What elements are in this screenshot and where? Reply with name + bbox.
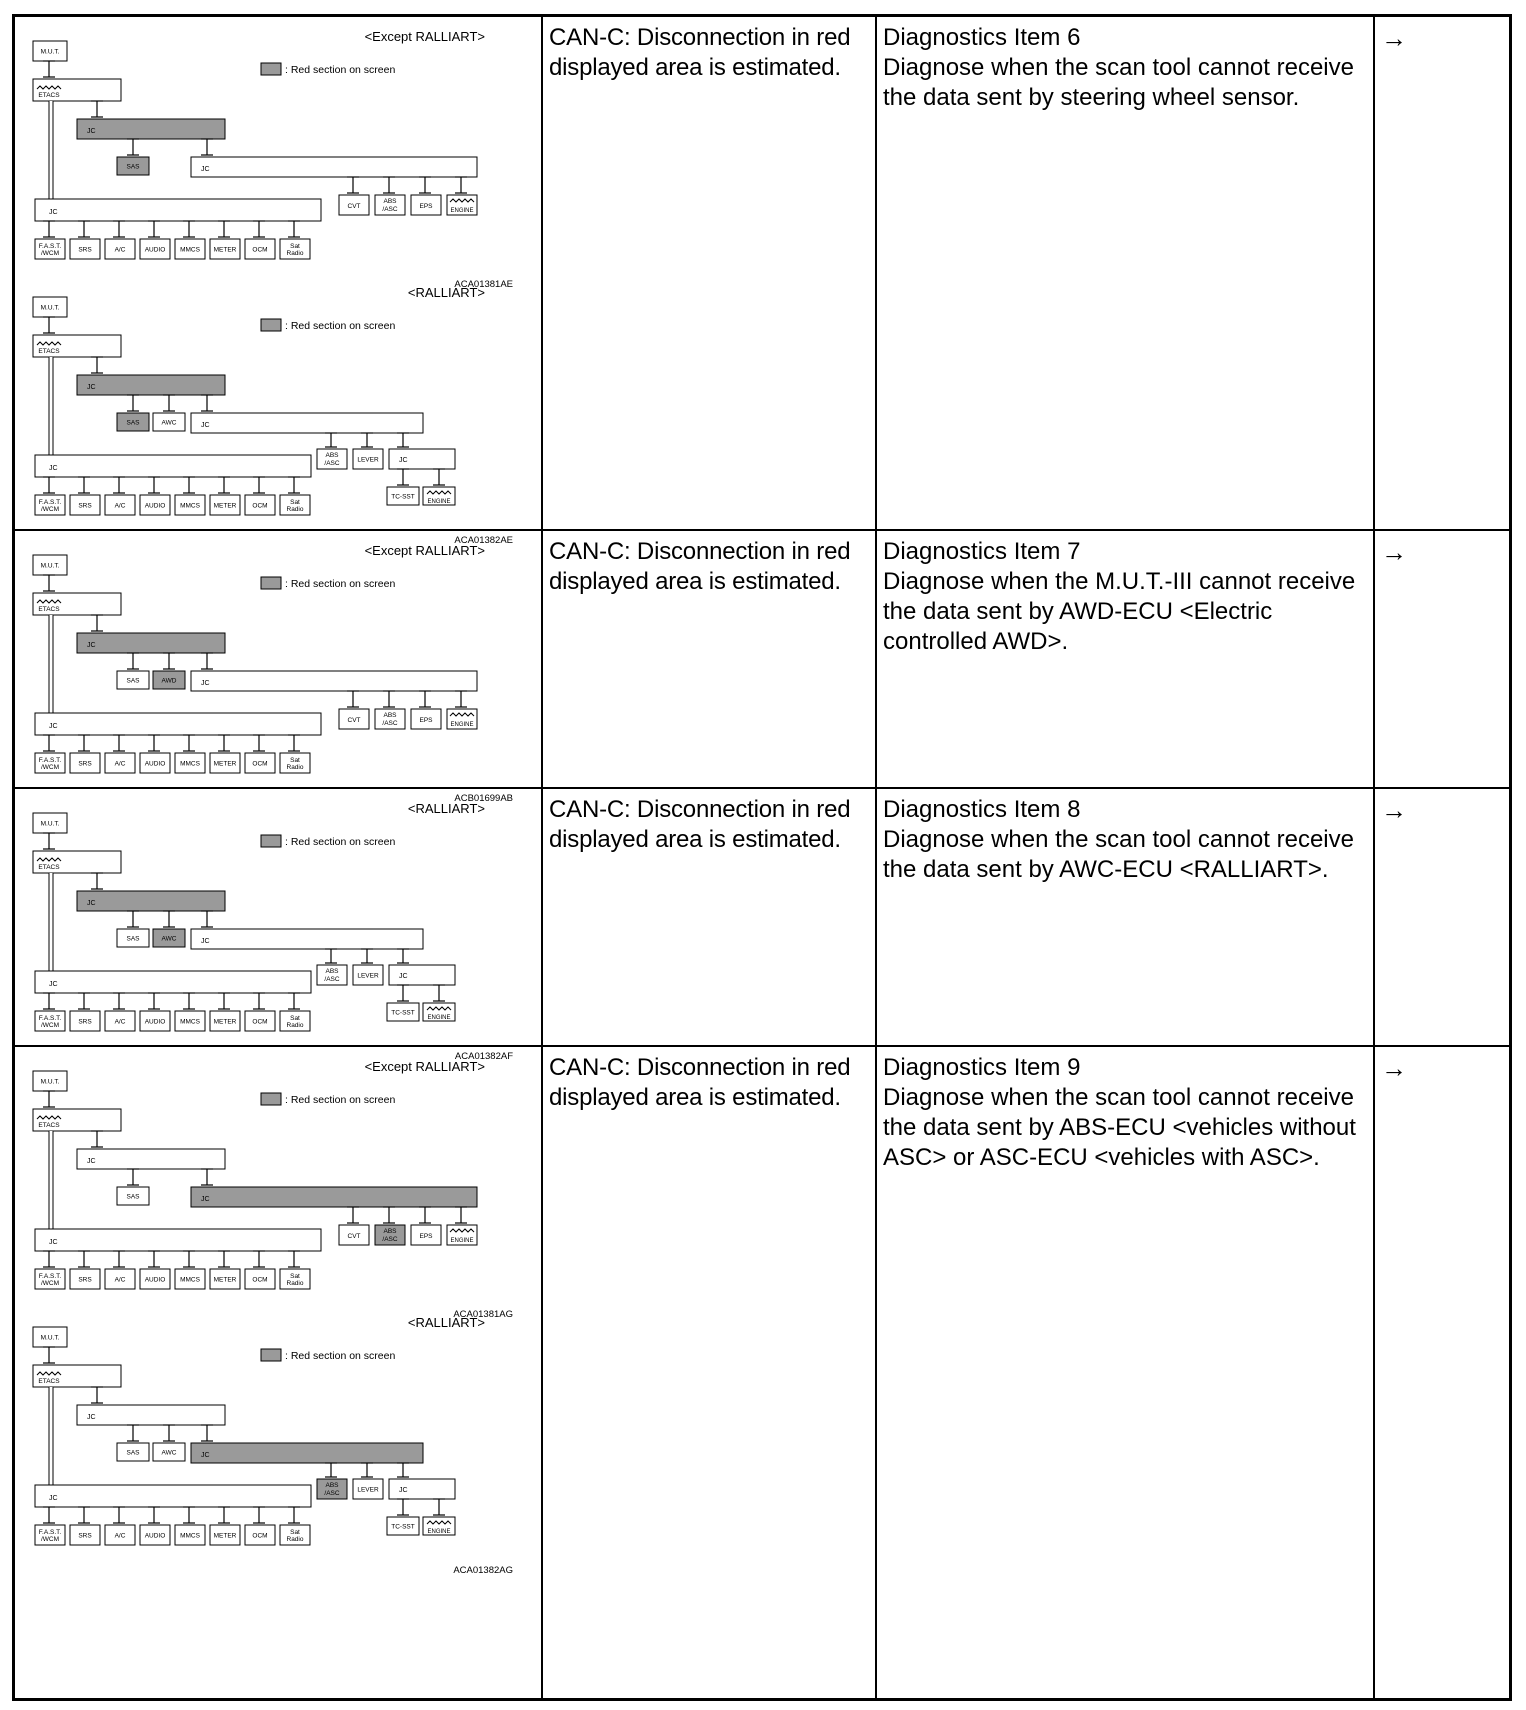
node-label: ABS — [383, 1228, 397, 1235]
diagram-cell — [15, 17, 543, 546]
node-label: ENGINE — [450, 722, 474, 728]
right-arrow-icon: → — [1381, 537, 1407, 567]
junction-connector-2 — [191, 413, 423, 433]
node-label: ENGINE — [450, 208, 474, 214]
node-label: AUDIO — [144, 760, 166, 768]
node-label: AUDIO — [144, 1018, 166, 1026]
node-label: JC — [49, 1239, 58, 1246]
legend-text: : Red section on screen — [285, 320, 396, 332]
condition-cell — [543, 531, 877, 787]
legend-swatch — [261, 63, 281, 75]
node-label: M.U.T. — [40, 48, 60, 56]
junction-connector-1 — [77, 119, 225, 139]
node-label: SAS — [126, 935, 140, 943]
network-diagram — [21, 21, 521, 293]
node-label: F.A.S.T. — [38, 1015, 62, 1022]
node-label: AUDIO — [144, 246, 166, 254]
node-label: SRS — [78, 1532, 92, 1540]
node-label: OCM — [252, 1276, 268, 1284]
node-label: Radio — [286, 1022, 304, 1029]
junction-connector-1 — [77, 1149, 225, 1169]
node-label: TC-SST — [391, 1009, 415, 1017]
node-label: ABS — [383, 198, 397, 205]
legend-swatch — [261, 319, 281, 331]
item-cell — [877, 1047, 1375, 1698]
node-label: MMCS — [180, 1276, 200, 1284]
right-arrow-icon: → — [1381, 1053, 1407, 1083]
junction-connector-2 — [191, 1443, 423, 1463]
node-label: OCM — [252, 1532, 268, 1540]
condition-text: CAN-C: Disconnection in red displayed area is estimated. — [549, 1054, 851, 1111]
table-row — [15, 17, 1509, 546]
node-label: SRS — [78, 760, 92, 768]
node-label: /ASC — [382, 1236, 398, 1243]
can-bus-svg — [21, 793, 521, 1065]
legend-text: : Red section on screen — [285, 836, 396, 848]
node-label: A/C — [114, 246, 126, 254]
node-label: OCM — [252, 760, 268, 768]
arrow-cell — [1375, 1047, 1509, 1698]
node-label: /WCM — [40, 1022, 60, 1029]
node-label: CVT — [347, 717, 361, 724]
figure-code: ACA01382AG — [453, 1565, 513, 1576]
item-title: Diagnostics Item 8 — [883, 796, 1081, 823]
node-label: JC — [201, 422, 210, 429]
item-title: Diagnostics Item 6 — [883, 24, 1081, 51]
node-label: JC — [49, 723, 58, 730]
node-label: Radio — [286, 764, 304, 771]
figure-code: ACA01381AG — [453, 1309, 513, 1320]
node-label: JC — [201, 680, 210, 687]
node-label: JC — [87, 384, 96, 391]
junction-connector-3 — [35, 971, 311, 993]
legend-swatch — [261, 835, 281, 847]
arrow-cell — [1375, 17, 1509, 529]
node-label: ENGINE — [450, 1238, 474, 1244]
node-label: F.A.S.T. — [38, 499, 62, 506]
figure-code: ACB01699AB — [454, 793, 513, 804]
node-label: ENGINE — [427, 1529, 451, 1535]
condition-cell — [543, 1047, 877, 1698]
node-label: ABS — [325, 452, 339, 459]
node-label: ENGINE — [427, 1015, 451, 1021]
node-label: A/C — [114, 1018, 126, 1026]
diagram-cell — [15, 789, 543, 1062]
node-label: JC — [87, 128, 96, 135]
can-bus-svg — [21, 277, 521, 549]
can-bus-svg — [21, 1307, 521, 1579]
node-label: CVT — [347, 1233, 361, 1240]
node-label: /ASC — [324, 976, 340, 983]
figure-code: ACA01382AF — [454, 1051, 513, 1062]
table-row — [15, 1047, 1509, 1698]
node-label: Sat — [290, 243, 300, 250]
node-label: ENGINE — [427, 499, 451, 505]
node-label: AUDIO — [144, 1532, 166, 1540]
node-label: JC — [87, 1158, 96, 1165]
node-label: JC — [87, 900, 96, 907]
node-label: Radio — [286, 1536, 304, 1543]
node-label: AWC — [161, 1449, 177, 1457]
node-label: F.A.S.T. — [38, 757, 62, 764]
node-label: /WCM — [40, 1280, 60, 1287]
node-label: LEVER — [357, 456, 379, 464]
network-diagram — [21, 793, 521, 1065]
node-label: M.U.T. — [40, 562, 60, 570]
node-label: ETACS — [38, 348, 60, 355]
node-label: METER — [213, 1532, 237, 1540]
variant-title: <Except RALLIART> — [364, 543, 485, 558]
junction-connector-3 — [35, 199, 321, 221]
legend-swatch — [261, 577, 281, 589]
node-label: /ASC — [382, 720, 398, 727]
node-label: AWC — [161, 419, 177, 427]
node-label: F.A.S.T. — [38, 1529, 62, 1536]
table-row — [15, 531, 1509, 804]
variant-title: <Except RALLIART> — [364, 1059, 485, 1074]
node-label: SRS — [78, 502, 92, 510]
node-label: Radio — [286, 506, 304, 513]
junction-connector-3 — [35, 1485, 311, 1507]
right-arrow-icon: → — [1381, 23, 1407, 53]
item-title: Diagnostics Item 7 — [883, 538, 1081, 565]
item-cell — [877, 789, 1375, 1045]
node-label: Sat — [290, 1015, 300, 1022]
node-label: /WCM — [40, 506, 60, 513]
junction-connector-3 — [35, 713, 321, 735]
node-label: JC — [201, 1452, 210, 1459]
node-label: /WCM — [40, 764, 60, 771]
node-label: METER — [213, 1018, 237, 1026]
item-description: Diagnose when the scan tool cannot receive the data sent by AWC-ECU <RALLIART>. — [883, 826, 1354, 883]
node-label: JC — [399, 1487, 408, 1494]
junction-connector-3 — [35, 1229, 321, 1251]
node-label: A/C — [114, 1532, 126, 1540]
junction-connector-2 — [191, 157, 477, 177]
node-label: /WCM — [40, 1536, 60, 1543]
item-description: Diagnose when the M.U.T.-III cannot receive the data sent by AWD-ECU <Electric controlled AWD>. — [883, 568, 1356, 655]
variant-title: <RALLIART> — [407, 285, 485, 300]
right-arrow-icon: → — [1381, 795, 1407, 825]
legend-swatch — [261, 1349, 281, 1361]
node-label: JC — [87, 642, 96, 649]
node-label: Sat — [290, 1273, 300, 1280]
item-description: Diagnose when the scan tool cannot receive the data sent by steering wheel sensor. — [883, 54, 1354, 111]
node-label: JC — [49, 981, 58, 988]
node-label: Sat — [290, 757, 300, 764]
diagram-cell — [15, 1047, 543, 1698]
node-label: A/C — [114, 502, 126, 510]
legend-swatch — [261, 1093, 281, 1105]
network-diagram — [21, 1051, 521, 1323]
node-label: SAS — [126, 1193, 140, 1201]
node-label: OCM — [252, 1018, 268, 1026]
node-label: MMCS — [180, 1018, 200, 1026]
condition-cell — [543, 789, 877, 1045]
node-label: JC — [399, 973, 408, 980]
node-label: CVT — [347, 203, 361, 210]
condition-text: CAN-C: Disconnection in red displayed area is estimated. — [549, 796, 851, 853]
legend-text: : Red section on screen — [285, 578, 396, 590]
diagram-cell — [15, 531, 543, 804]
condition-text: CAN-C: Disconnection in red displayed area is estimated. — [549, 538, 851, 595]
node-label: JC — [49, 1495, 58, 1502]
node-label: TC-SST — [391, 493, 415, 501]
node-label: SRS — [78, 246, 92, 254]
node-label: JC — [49, 465, 58, 472]
figure-code: ACA01381AE — [454, 279, 513, 290]
node-label: METER — [213, 246, 237, 254]
node-label: F.A.S.T. — [38, 243, 62, 250]
node-label: ETACS — [38, 1122, 60, 1129]
item-cell — [877, 17, 1375, 529]
node-label: EPS — [419, 1233, 433, 1240]
node-label: LEVER — [357, 1486, 379, 1494]
arrow-cell — [1375, 789, 1509, 1045]
node-label: /WCM — [40, 250, 60, 257]
junction-connector-1 — [77, 891, 225, 911]
node-label: /ASC — [324, 1490, 340, 1497]
node-label: SAS — [126, 677, 140, 685]
node-label: Radio — [286, 250, 304, 257]
node-label: ETACS — [38, 864, 60, 871]
node-label: JC — [201, 1196, 210, 1203]
node-label: SAS — [126, 419, 140, 427]
node-label: JC — [87, 1414, 96, 1421]
node-label: EPS — [419, 203, 433, 210]
node-label: M.U.T. — [40, 1334, 60, 1342]
node-label: LEVER — [357, 972, 379, 980]
junction-connector-1 — [77, 375, 225, 395]
node-label: AWC — [161, 935, 177, 943]
arrow-cell — [1375, 531, 1509, 787]
node-label: ETACS — [38, 1378, 60, 1385]
node-label: SRS — [78, 1276, 92, 1284]
node-label: A/C — [114, 1276, 126, 1284]
node-label: OCM — [252, 502, 268, 510]
variant-title: <RALLIART> — [407, 801, 485, 816]
node-label: SAS — [126, 1449, 140, 1457]
node-label: METER — [213, 1276, 237, 1284]
variant-title: <Except RALLIART> — [364, 29, 485, 44]
node-label: JC — [201, 938, 210, 945]
node-label: AUDIO — [144, 502, 166, 510]
node-label: Radio — [286, 1280, 304, 1287]
node-label: SRS — [78, 1018, 92, 1026]
node-label: OCM — [252, 246, 268, 254]
node-label: JC — [399, 457, 408, 464]
variant-title: <RALLIART> — [407, 1315, 485, 1330]
legend-text: : Red section on screen — [285, 1094, 396, 1106]
node-label: ETACS — [38, 92, 60, 99]
node-label: MMCS — [180, 1532, 200, 1540]
node-label: EPS — [419, 717, 433, 724]
can-bus-svg — [21, 1051, 521, 1323]
node-label: M.U.T. — [40, 1078, 60, 1086]
junction-connector-2 — [191, 671, 477, 691]
table-row — [15, 789, 1509, 1062]
legend-text: : Red section on screen — [285, 1350, 396, 1362]
network-diagram — [21, 277, 521, 549]
node-label: M.U.T. — [40, 820, 60, 828]
node-label: ABS — [383, 712, 397, 719]
node-label: A/C — [114, 760, 126, 768]
node-label: AWD — [161, 677, 177, 685]
condition-text: CAN-C: Disconnection in red displayed area is estimated. — [549, 24, 851, 81]
node-label: METER — [213, 760, 237, 768]
item-cell — [877, 531, 1375, 787]
legend-text: : Red section on screen — [285, 64, 396, 76]
node-label: MMCS — [180, 246, 200, 254]
junction-connector-1 — [77, 633, 225, 653]
diagnostics-table — [12, 14, 1512, 1701]
node-label: SAS — [126, 163, 140, 171]
node-label: F.A.S.T. — [38, 1273, 62, 1280]
node-label: ETACS — [38, 606, 60, 613]
node-label: MMCS — [180, 760, 200, 768]
figure-code: ACA01382AE — [454, 535, 513, 546]
node-label: AUDIO — [144, 1276, 166, 1284]
node-label: /ASC — [382, 206, 398, 213]
junction-connector-2 — [191, 929, 423, 949]
node-label: METER — [213, 502, 237, 510]
node-label: TC-SST — [391, 1523, 415, 1531]
can-bus-svg — [21, 535, 521, 807]
condition-cell — [543, 17, 877, 529]
junction-connector-3 — [35, 455, 311, 477]
node-label: Sat — [290, 499, 300, 506]
junction-connector-1 — [77, 1405, 225, 1425]
item-description: Diagnose when the scan tool cannot receive the data sent by ABS-ECU <vehicles without ASC> or ASC-ECU <vehicles with ASC>. — [883, 1084, 1356, 1171]
node-label: ABS — [325, 968, 339, 975]
junction-connector-2 — [191, 1187, 477, 1207]
node-label: Sat — [290, 1529, 300, 1536]
node-label: JC — [201, 166, 210, 173]
node-label: M.U.T. — [40, 304, 60, 312]
network-diagram — [21, 1307, 521, 1579]
item-title: Diagnostics Item 9 — [883, 1054, 1081, 1081]
node-label: ABS — [325, 1482, 339, 1489]
network-diagram — [21, 535, 521, 807]
node-label: /ASC — [324, 460, 340, 467]
can-bus-svg — [21, 21, 521, 293]
node-label: MMCS — [180, 502, 200, 510]
node-label: JC — [49, 209, 58, 216]
